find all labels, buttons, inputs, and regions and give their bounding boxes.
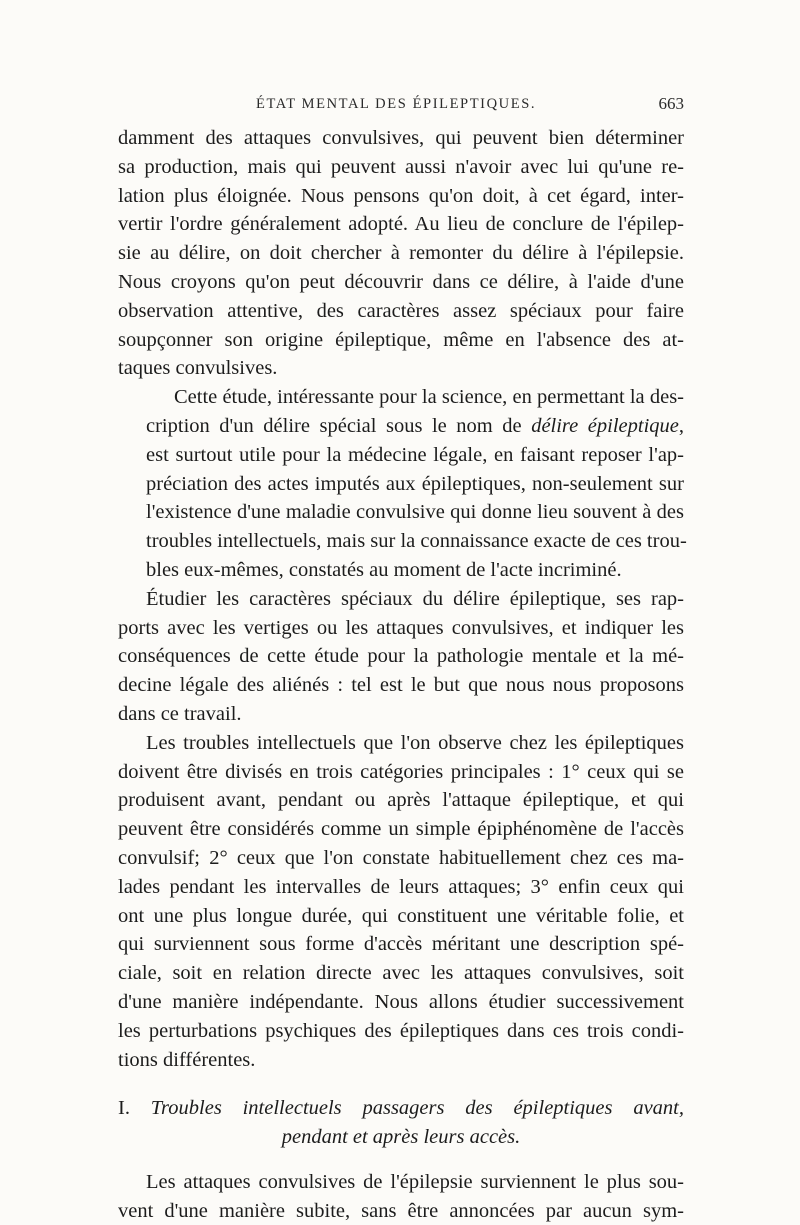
section-heading-line: pendant et après leurs accès. bbox=[281, 1126, 521, 1149]
text-line: d'une manière indépendante. Nous allons étudier successivement bbox=[118, 990, 684, 1013]
text-line: qui surviennent sous forme d'accès méritant une description spé- bbox=[118, 933, 684, 956]
text-line: dans ce travail. bbox=[118, 702, 242, 725]
text-line: l'existence d'une maladie convulsive qui donne lieu souvent à des bbox=[146, 501, 684, 524]
section-heading-line bbox=[118, 1094, 684, 1123]
paragraph-2 bbox=[118, 383, 687, 585]
text-line: est surtout utile pour la médecine légale, en faisant reposer l'ap- bbox=[146, 443, 684, 466]
text-line: bles eux-mêmes, constatés au moment de l'acte incriminé. bbox=[146, 558, 622, 581]
text-span: cription d'un délire spécial sous le nom de bbox=[146, 414, 532, 437]
text-line: ont une plus longue durée, qui constituent une véritable folie, et bbox=[118, 904, 684, 927]
text-line bbox=[118, 729, 684, 758]
text-line: convulsif; 2° ceux que l'on constate habituellement chez ces ma- bbox=[118, 846, 684, 869]
text-line: vent d'une manière subite, sans être annoncées par aucun sym- bbox=[118, 1199, 684, 1222]
paragraph-1 bbox=[118, 124, 684, 383]
emphasis-term: délire épileptique bbox=[531, 414, 679, 437]
paragraph-3 bbox=[118, 585, 684, 729]
text-line: taques convulsives. bbox=[118, 357, 278, 380]
paragraph-4 bbox=[118, 729, 684, 1075]
text-line: vertir l'ordre généralement adopté. Au lieu de conclure de l'épilep- bbox=[118, 213, 684, 236]
text-line: decine légale des aliénés : tel est le but que nous nous proposons bbox=[118, 674, 684, 697]
text-line: troubles intellectuels, mais sur la connaissance exacte de ces trou- bbox=[146, 530, 687, 553]
text-line: sie au délire, on doit chercher à remonter du délire à l'épilepsie. bbox=[118, 242, 684, 265]
text-line: produisent avant, pendant ou après l'attaque épileptique, et qui bbox=[118, 789, 684, 812]
text-line: soupçonner son origine épileptique, même en l'absence des at- bbox=[118, 328, 684, 351]
text-line bbox=[118, 383, 684, 412]
text-span: Cette étude, intéressante pour la science, en permettant la des- bbox=[174, 386, 684, 409]
text-line: lades pendant les intervalles de leurs attaques; 3° enfin ceux qui bbox=[118, 875, 684, 898]
text-span: Les troubles intellectuels que l'on observe chez les épileptiques bbox=[146, 731, 684, 754]
section-title-part: Troubles intellectuels passagers des épileptiques avant, bbox=[150, 1097, 685, 1120]
text-line: préciation des actes imputés aux épileptiques, non-seulement sur bbox=[146, 472, 684, 495]
text-line: observation attentive, des caractères assez spéciaux pour faire bbox=[118, 299, 684, 322]
section-number: I. bbox=[118, 1097, 130, 1120]
text-line: conséquences de cette étude pour la pathologie mentale et la mé- bbox=[118, 645, 684, 668]
text-span: Les attaques convulsives de l'épilepsie surviennent le plus sou- bbox=[146, 1170, 684, 1193]
text-line bbox=[118, 1168, 684, 1197]
text-line bbox=[118, 585, 684, 614]
text-line: sa production, mais qui peuvent aussi n'avoir avec lui qu'une re- bbox=[118, 155, 684, 178]
text-span: , bbox=[678, 414, 684, 437]
text-line: Nous croyons qu'on peut découvrir dans ce délire, à l'aide d'une bbox=[118, 270, 684, 293]
running-header bbox=[118, 92, 684, 118]
text-line: les perturbations psychiques des épileptiques dans ces trois condi- bbox=[118, 1019, 684, 1042]
text-span: Étudier les caractères spéciaux du délire épileptique, ses rap- bbox=[146, 587, 684, 610]
text-line: ciale, soit en relation directe avec les attaques convulsives, soit bbox=[118, 962, 684, 985]
text-line bbox=[118, 412, 684, 441]
body-text bbox=[118, 124, 687, 1225]
page-number: 663 bbox=[658, 94, 684, 113]
text-line: damment des attaques convulsives, qui peuvent bien déterminer bbox=[118, 127, 684, 149]
running-title: ÉTAT MENTAL DES ÉPILEPTIQUES. bbox=[256, 96, 537, 112]
paragraph-5 bbox=[118, 1168, 684, 1225]
text-line: ports avec les vertiges ou les attaques convulsives, et indiquer les bbox=[118, 616, 684, 639]
section-heading bbox=[118, 1094, 684, 1152]
text-line: doivent être divisés en trois catégories principales : 1° ceux qui se bbox=[118, 760, 684, 783]
text-line: peuvent être considérés comme un simple épiphénomène de l'accès bbox=[118, 818, 684, 841]
text-line: tions différentes. bbox=[118, 1048, 256, 1071]
text-line: lation plus éloignée. Nous pensons qu'on doit, à cet égard, inter- bbox=[118, 184, 684, 207]
